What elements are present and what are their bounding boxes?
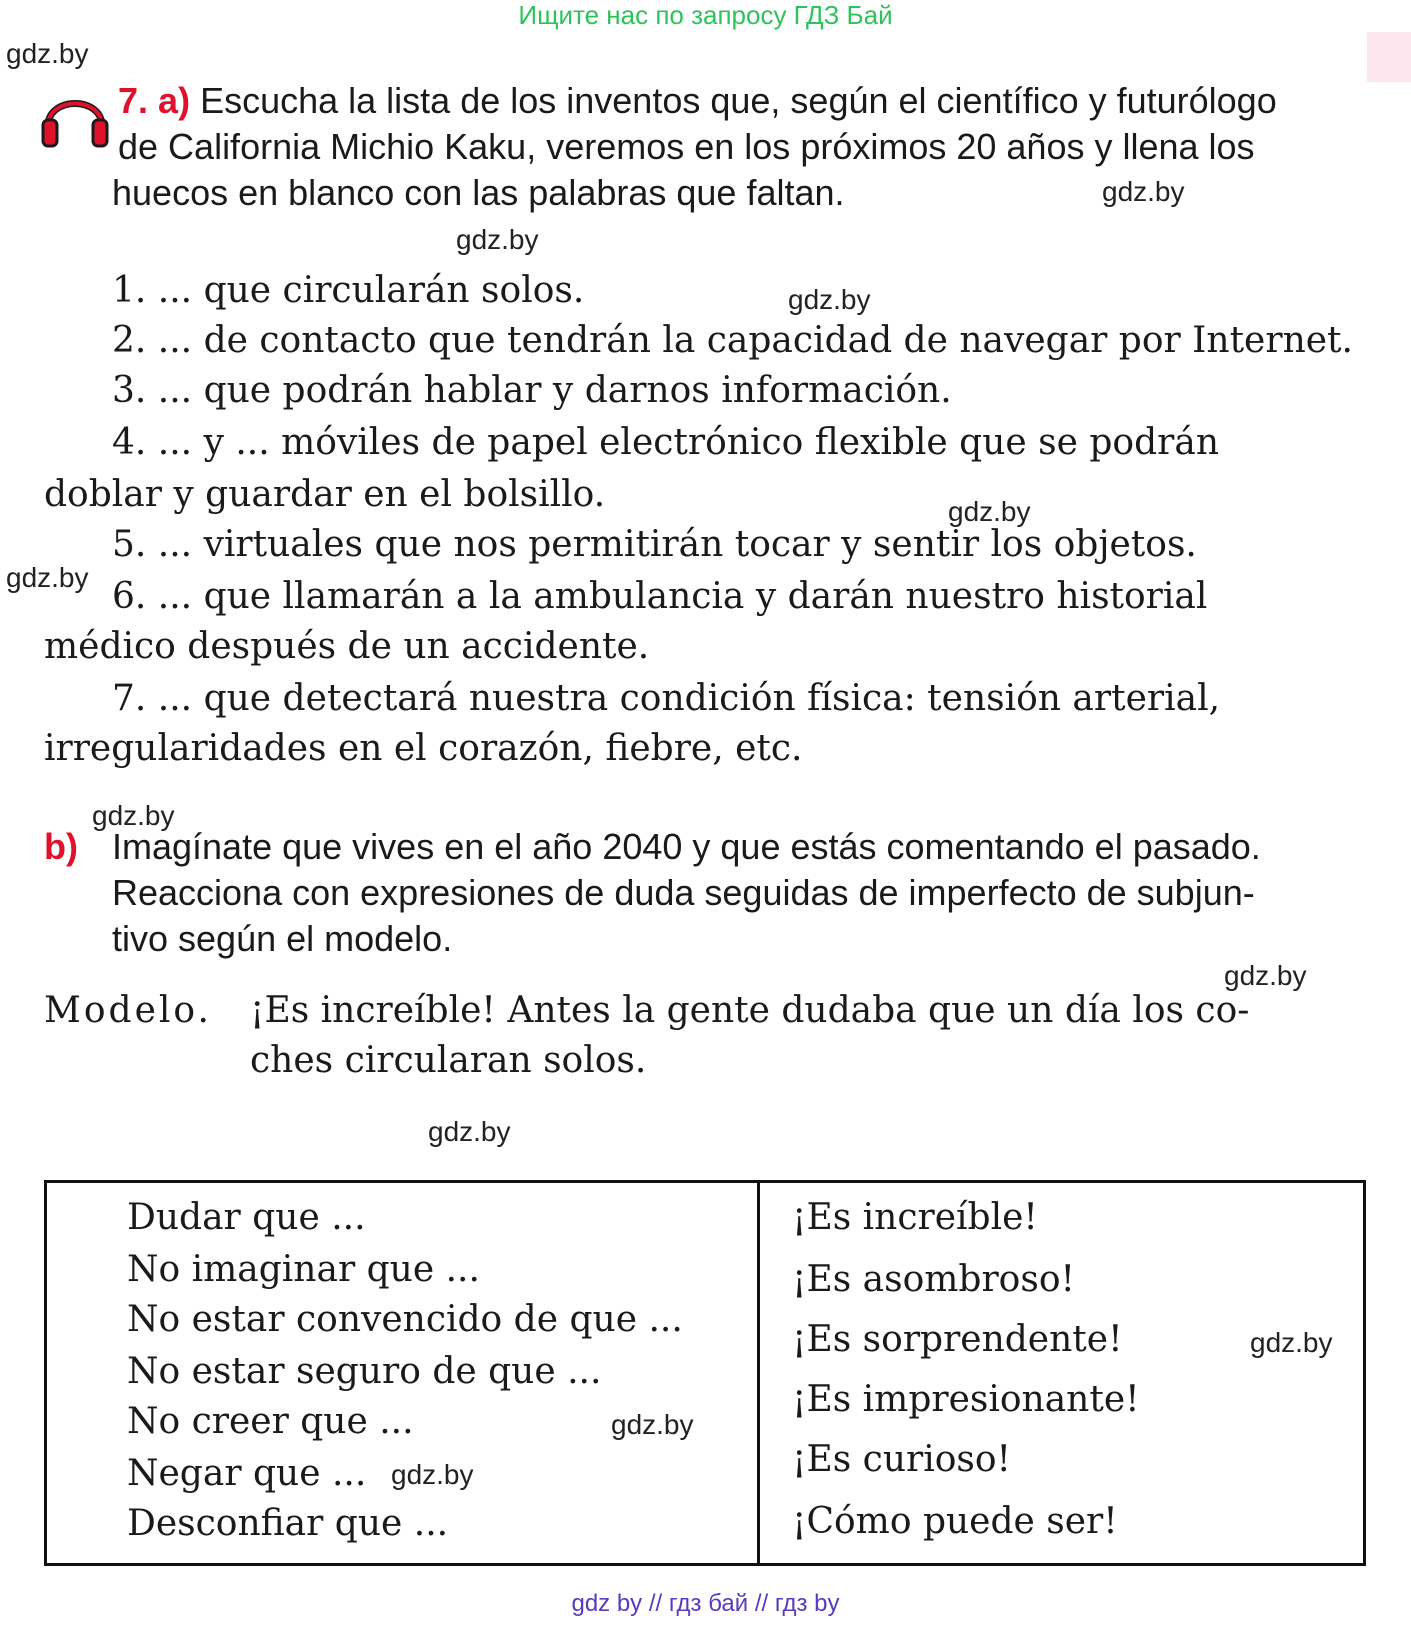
part-b-line: Imagínate que vives en el año 2040 y que estás comentando el pasado. xyxy=(112,826,1261,867)
watermark: gdz.by xyxy=(92,800,175,831)
watermark: gdz.by xyxy=(611,1409,694,1440)
part-b-label: b) xyxy=(44,826,78,867)
part-b-line: Reacciona con expresiones de duda seguidas de imperfecto de subjun- xyxy=(112,872,1255,913)
doubt-expression: Dudar que ... xyxy=(127,1197,366,1238)
doubt-expressions-cell xyxy=(46,1182,759,1565)
modelo-label: Modelo. xyxy=(44,990,212,1031)
watermark: gdz.by xyxy=(1102,176,1185,207)
footer-links[interactable]: gdz by // гдз бай // гдз by xyxy=(571,1590,840,1617)
reaction-expression: ¡Es increíble! xyxy=(792,1197,1038,1238)
doubt-expression: No estar convencido de que ... xyxy=(127,1299,683,1340)
doubt-expression: Negar que ... xyxy=(127,1453,367,1494)
list-item: 5. ... virtuales que nos permitirán tocar y sentir los objetos. xyxy=(112,524,1197,565)
doubt-expression: No imaginar que ... xyxy=(127,1249,480,1290)
doubt-expression: Desconfiar que ... xyxy=(127,1503,449,1544)
expressions-table xyxy=(44,1180,1366,1566)
doubt-expression: No creer que ... xyxy=(127,1401,414,1442)
reaction-expression: ¡Es impresionante! xyxy=(792,1379,1140,1420)
list-item-continuation: médico después de un accidente. xyxy=(44,626,650,667)
watermark: gdz.by xyxy=(6,38,89,69)
part-a-line: Escucha la lista de los inventos que, según el científico y futurólogo xyxy=(200,80,1277,121)
part-a-line: de California Michio Kaku, veremos en los próximos 20 años y llena los xyxy=(118,126,1255,167)
part-a-label: a) xyxy=(158,80,191,121)
list-item: 3. ... que podrán hablar y darnos información. xyxy=(112,370,952,411)
list-item: 1. ... que circularán solos. xyxy=(112,270,585,311)
corner-decoration xyxy=(1367,32,1411,82)
exercise-number: 7. xyxy=(118,80,149,121)
list-item-continuation: doblar y guardar en el bolsillo. xyxy=(44,474,606,515)
watermark: gdz.by xyxy=(1250,1327,1333,1358)
doubt-expression: No estar seguro de que ... xyxy=(127,1351,602,1392)
headphones-icon[interactable] xyxy=(40,82,110,148)
list-item: 7. ... que detectará nuestra condición física: tensión arterial, xyxy=(112,678,1221,719)
list-item-continuation: irregularidades en el corazón, fiebre, etc. xyxy=(44,728,803,769)
watermark: gdz.by xyxy=(391,1459,474,1490)
watermark: gdz.by xyxy=(1224,960,1307,991)
top-banner[interactable]: Ищите нас по запросу ГДЗ Бай xyxy=(518,0,893,30)
list-item: 4. ... y ... móviles de papel electrónico flexible que se podrán xyxy=(112,422,1219,463)
watermark: gdz.by xyxy=(428,1116,511,1147)
watermark: gdz.by xyxy=(456,224,539,255)
reaction-expressions-cell xyxy=(759,1182,1365,1565)
reaction-expression: ¡Es curioso! xyxy=(792,1439,1012,1480)
list-item: 2. ... de contacto que tendrán la capacidad de navegar por Internet. xyxy=(112,320,1353,361)
modelo-line: ¡Es increíble! Antes la gente dudaba que un día los co- xyxy=(250,990,1250,1031)
exercise-heading xyxy=(118,80,1277,122)
modelo-line: ches circularan solos. xyxy=(250,1040,647,1081)
list-item: 6. ... que llamarán a la ambulancia y darán nuestro historial xyxy=(112,576,1208,617)
part-a-line: huecos en blanco con las palabras que faltan. xyxy=(112,172,845,213)
reaction-expression: ¡Es asombroso! xyxy=(792,1259,1075,1300)
part-b-line: tivo según el modelo. xyxy=(112,918,453,959)
reaction-expression: ¡Cómo puede ser! xyxy=(792,1501,1118,1542)
watermark: gdz.by xyxy=(948,496,1031,527)
reaction-expression: ¡Es sorprendente! xyxy=(792,1319,1123,1360)
watermark: gdz.by xyxy=(6,562,89,593)
watermark: gdz.by xyxy=(788,284,871,315)
